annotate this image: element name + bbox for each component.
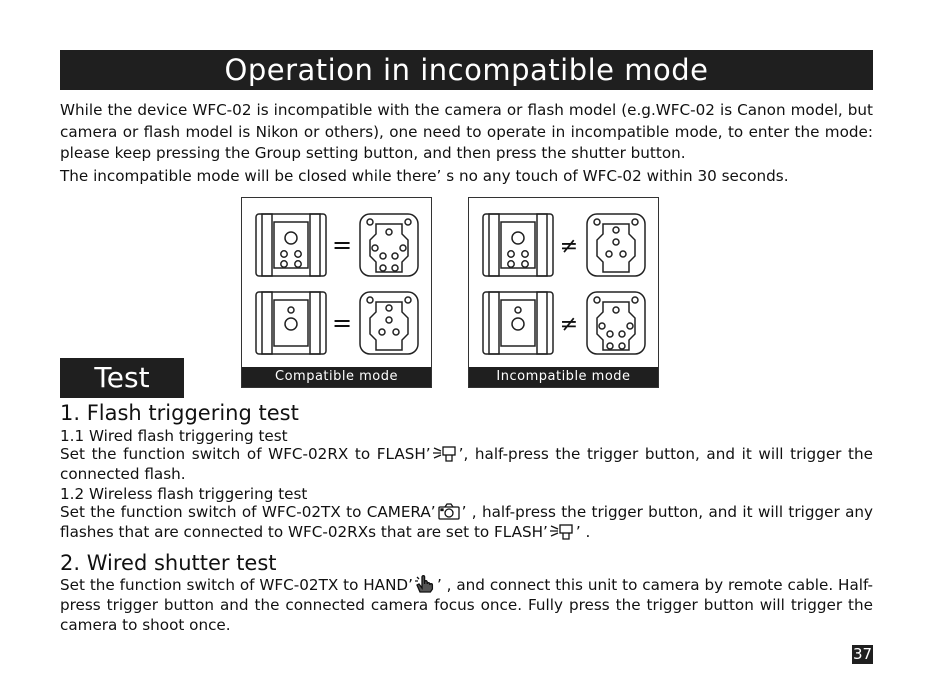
camera-icon (437, 503, 461, 521)
shutter-test-heading: 2. Wired shutter test (60, 551, 277, 575)
intro-timeout (60, 166, 873, 188)
text: to FLASH’ (348, 445, 431, 463)
model-name: WFC-02RXs (287, 523, 377, 541)
text: to CAMERA’ (340, 503, 436, 521)
text: Set the function switch of (60, 445, 269, 463)
text: Set the function switch of (60, 503, 262, 521)
text: ’ . (575, 523, 591, 541)
text: that are set to FLASH’ (376, 523, 548, 541)
flash-foot-icon (360, 214, 418, 276)
model-name: WFC-02RX (268, 445, 349, 463)
hotshoe-icon (256, 214, 326, 276)
model-name: WFC-02 (582, 167, 642, 185)
hotshoe-icon (256, 292, 326, 354)
wired-flash-title: 1.1 Wired flash triggering test (60, 427, 288, 445)
page-number: 37 (852, 645, 873, 663)
text: ’ , and connect this unit to camera by remote cable. Half-press trigger button and the connected camera focus once. Fully press the trigger button will trigger the camera to shoot once. (60, 576, 873, 634)
model-name: WFC-02TX (259, 576, 339, 594)
flash-foot-icon (360, 292, 418, 354)
compatible-diagram (241, 197, 432, 388)
flash-icon (432, 445, 458, 463)
shutter-test-text (60, 574, 873, 635)
hotshoe-icon (483, 214, 553, 276)
model-name: WFC-02 (655, 101, 715, 119)
text: While the device (60, 101, 193, 119)
text: is Canon model, but camera or flash model is Nikon or others), one need to operate in incompatible mode, to enter the mode: please keep pressing the Group setting button, and then press the shutter button. (60, 101, 873, 162)
flash-foot-icon (587, 292, 645, 354)
equals-symbol: = (331, 231, 353, 259)
hand-icon (414, 574, 436, 594)
incompatible-diagram (468, 197, 659, 388)
text: to HAND’ (338, 576, 413, 594)
flash-icon (549, 523, 575, 541)
text: ’, half-press the trigger button, and it will trigger the connected flash. (60, 445, 873, 483)
text: is incompatible with the camera or flash model (e.g. (251, 101, 656, 119)
incompatible-caption: Incompatible mode (469, 367, 658, 387)
not-equal-symbol: ≠ (559, 312, 579, 337)
model-name: WFC-02 (192, 101, 252, 119)
compatible-caption: Compatible mode (242, 367, 431, 387)
intro-paragraph (60, 100, 873, 165)
not-equal-symbol: ≠ (559, 234, 579, 259)
wireless-flash-text (60, 502, 873, 542)
wired-flash-text (60, 444, 873, 484)
hotshoe-icon (483, 292, 553, 354)
test-heading: Test (60, 358, 184, 398)
text: Set the function switch of (60, 576, 260, 594)
flash-foot-icon (587, 214, 645, 276)
wireless-flash-title: 1.2 Wireless flash triggering test (60, 485, 308, 503)
flash-test-heading: 1. Flash triggering test (60, 401, 299, 425)
text: ’ , half-press the trigger button, and it will trigger any flashes that are connected to (60, 503, 874, 541)
equals-symbol: = (331, 309, 353, 337)
page-title: Operation in incompatible mode (60, 50, 873, 90)
text: The incompatible mode will be closed while there’ s no any touch of (60, 167, 583, 185)
model-name: WFC-02TX (261, 503, 341, 521)
text: within 30 seconds. (641, 167, 789, 185)
